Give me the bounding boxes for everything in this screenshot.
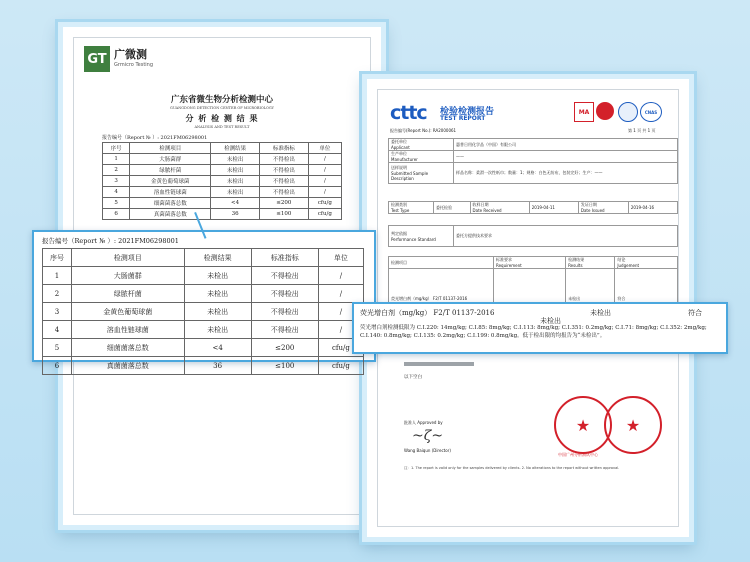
test-seal-icon: ★ [604, 396, 662, 454]
table-cell: 溶血性链球菌 [130, 187, 211, 198]
signer-name: Wang Baiqun (Director) [404, 448, 451, 453]
table-cell: 未检出 [211, 165, 260, 176]
report-number: 报告编号（Report № ）: 2021FM06298001 [102, 135, 208, 141]
field-label: 送样说明 Submitted Sample Description [389, 163, 454, 184]
table-cell: ≤200 [259, 198, 308, 209]
result-title: 分 析 检 测 结 果 [185, 113, 259, 123]
table-cell: 未检出 [211, 187, 260, 198]
table-cell: 5 [103, 198, 130, 209]
table-header-cell: 单位 [318, 249, 363, 267]
table-cell: 6 [103, 209, 130, 220]
official-seal-icon: ★ [554, 396, 612, 454]
table-cell: 3 [43, 303, 72, 321]
table-cell: ≤100 [251, 357, 318, 375]
table-cell: / [318, 267, 363, 285]
zoom-report-number: 报告编号（Report № ）: 2021FM06298001 [42, 237, 179, 245]
table-cell: ≤200 [251, 339, 318, 357]
zoom-detection-limits: 荧光增白剂检测低限为 C.I.220: 14mg/kg; C.I.85: 8mg/kg; C.I.113: 8mg/kg; C.I.351: 0.2mg/kg; C.I.71: 8mg/kg; C.I.352: 2mg/kg; C.I.140: 0.8mg/kg; C.I.135: 0.2mg/kg; C.I.199: 0.8mg/kg。低于检出限的均报告为“未检出”。 [360, 325, 707, 339]
center-title-en: GUANGDONG DETECTION CENTER OF MICROBIOLOGY [170, 106, 274, 110]
field-label: 检测类别 Test Type [389, 202, 434, 214]
table-cell: 1 [103, 154, 130, 165]
table-cell: 大肠菌群 [130, 154, 211, 165]
table-header-cell: 单位 [308, 143, 341, 154]
table-header-cell: 序号 [103, 143, 130, 154]
table-cell: 不得检出 [259, 187, 308, 198]
table-row [103, 198, 342, 209]
table-cell: 细菌菌落总数 [130, 198, 211, 209]
table-cell: / [318, 321, 363, 339]
table-cell: 2 [103, 165, 130, 176]
blank-below: 以下空白 [404, 375, 422, 380]
table-cell: 4 [103, 187, 130, 198]
table-cell: 溶血性链球菌 [72, 321, 185, 339]
table-cell: 2 [43, 285, 72, 303]
table-cell: cfu/g [318, 339, 363, 357]
table-row [43, 303, 364, 321]
received-date: 2019-04-11 [529, 202, 578, 214]
table-cell: 大肠菌群 [72, 267, 185, 285]
field-value: 样品名称：柔滑一次性纸巾；数量：1；规格：白色无纺布，包装完好；生产：—— [454, 163, 678, 184]
table-cell: 细菌菌落总数 [72, 339, 185, 357]
table-cell: <4 [184, 339, 251, 357]
table-row [103, 154, 342, 165]
table-cell: 未检出 [184, 267, 251, 285]
table-cell: 绿脓杆菌 [130, 165, 211, 176]
table-cell: 绿脓杆菌 [72, 285, 185, 303]
table-row [43, 321, 364, 339]
field-label: 发证日期 Date Issued [578, 202, 628, 214]
zoom-result-2: 未检出 [590, 309, 611, 317]
report-title-cn: 检验检测报告 [440, 107, 495, 117]
table-header-row [103, 143, 342, 154]
table-cell: / [308, 176, 341, 187]
field-value: —— [454, 151, 678, 163]
table-cell: / [308, 154, 341, 165]
field-label: 判定依据 Performance Standard [389, 226, 454, 247]
field-value: 惠普日用化学品（中国）有限公司 [454, 139, 678, 151]
table-cell: 荧光增白剂（mg/kg） F2/T 01137-2016 [389, 269, 494, 329]
table-row [389, 163, 678, 184]
accreditation-icon [596, 102, 614, 120]
report-number: 报告编号(Report No.): RA2000061 [390, 128, 457, 133]
table-cell: / [318, 303, 363, 321]
table-cell: 不得检出 [259, 154, 308, 165]
table-cell: 不得检出 [251, 285, 318, 303]
table-row [389, 226, 678, 247]
table-header-cell: 标准要求 Requirement [494, 257, 566, 269]
table-cell: 未检出 [211, 154, 260, 165]
table-row [103, 176, 342, 187]
result-table-small [102, 142, 342, 220]
table-cell: 36 [184, 357, 251, 375]
table-cell: 不得检出 [251, 303, 318, 321]
field-value: 委托检验 [434, 202, 471, 214]
table-cell: 不得检出 [259, 176, 308, 187]
table-header-cell: 检测结果 [211, 143, 260, 154]
table-cell: ≤100 [259, 209, 308, 220]
table-cell: 未检出 [184, 303, 251, 321]
table-cell: 36 [211, 209, 260, 220]
redacted-bar [404, 362, 474, 366]
table-cell: cfu/g [308, 209, 341, 220]
gt-logo-icon: GT [84, 46, 110, 72]
seal-text: 中国广州分析测试中心 [558, 452, 598, 457]
approved-by: 批准人 Approved by [404, 420, 443, 425]
table-header-cell: 检测结果 [184, 249, 251, 267]
table-row [43, 285, 364, 303]
table-cell: 未检出 [211, 176, 260, 187]
field-value: 委托方提供技术要求 [454, 226, 678, 247]
table-cell: / [318, 285, 363, 303]
table-header-cell: 标准指标 [259, 143, 308, 154]
table-header-cell: 检测项目 [72, 249, 185, 267]
table-header-cell: 检测结果 Results [566, 257, 615, 269]
table-header-row [389, 257, 678, 269]
field-label: 委托单位 Applicant [389, 139, 454, 151]
table-row [43, 357, 364, 375]
table-cell: 3 [103, 176, 130, 187]
result-table-large [42, 248, 364, 375]
info-table [388, 138, 678, 184]
logo-name: 广微测 [114, 48, 147, 61]
standard-table [388, 225, 678, 247]
table-header-cell: 检测项目 [389, 257, 494, 269]
ilac-icon [618, 102, 638, 122]
table-header-cell: 标准指标 [251, 249, 318, 267]
table-cell: / [308, 187, 341, 198]
result-title-en: ANALYSIS AND TEST RESULT [194, 125, 250, 129]
table-cell: 真菌菌落总数 [72, 357, 185, 375]
cnas-mark-icon: CNAS [640, 102, 662, 122]
table-header-row [43, 249, 364, 267]
issued-date: 2019-04-16 [628, 202, 677, 214]
field-label: 收样日期 Date Received [470, 202, 529, 214]
table-cell: cfu/g [308, 198, 341, 209]
logo-sub: Grmicro Testing [114, 62, 154, 68]
zoom-result-1: 未检出 [540, 317, 561, 325]
table-cell: 未检出 [566, 269, 615, 329]
date-table [388, 201, 678, 214]
table-header-cell: 结论 Judgement [615, 257, 678, 269]
report-title-en: TEST REPORT [440, 115, 486, 122]
table-cell: <4 [211, 198, 260, 209]
zoom-callout-fluorescent [352, 302, 728, 354]
table-cell: 不得检出 [251, 321, 318, 339]
zoom-conclusion: 符合 [688, 309, 702, 317]
table-cell: 未检出 [184, 321, 251, 339]
table-cell: 真菌菌落总数 [130, 209, 211, 220]
report-notes: 注：1. The report is valid only for the samples delivered by clients. 2. No alterations to the report without written approval. [404, 466, 620, 470]
table-row [43, 339, 364, 357]
table-cell: 1 [43, 267, 72, 285]
table-row [43, 267, 364, 285]
table-cell: 不得检出 [259, 165, 308, 176]
table-cell: 未检出 [184, 285, 251, 303]
cma-mark-icon: MA [574, 102, 594, 122]
table-row [103, 209, 342, 220]
zoom-callout-result-table [32, 230, 376, 370]
zoom-item-label: 荧光增白剂（mg/kg） F2/T 01137-2016 [360, 309, 495, 317]
table-cell: 不得检出 [251, 267, 318, 285]
page-number: 第 1 页 共 1 页 [628, 128, 656, 133]
cttc-logo: cttc [390, 102, 427, 124]
table-row [103, 165, 342, 176]
table-cell: 符合 [615, 269, 678, 329]
table-cell: 6 [43, 357, 72, 375]
table-cell: cfu/g [318, 357, 363, 375]
table-cell: / [308, 165, 341, 176]
table-row [103, 187, 342, 198]
table-cell: 5 [43, 339, 72, 357]
table-row [389, 202, 678, 214]
table-row [389, 139, 678, 151]
table-header-cell: 检测项目 [130, 143, 211, 154]
table-cell: 金黄色葡萄球菌 [72, 303, 185, 321]
table-row [389, 151, 678, 163]
field-label: 生产单位 Manufacturer [389, 151, 454, 163]
table-header-cell: 序号 [43, 249, 72, 267]
table-cell: 金黄色葡萄球菌 [130, 176, 211, 187]
signature-icon: ~ζ~ [412, 428, 444, 444]
center-title: 广东省微生物分析检测中心 [170, 95, 273, 105]
table-cell: 4 [43, 321, 72, 339]
